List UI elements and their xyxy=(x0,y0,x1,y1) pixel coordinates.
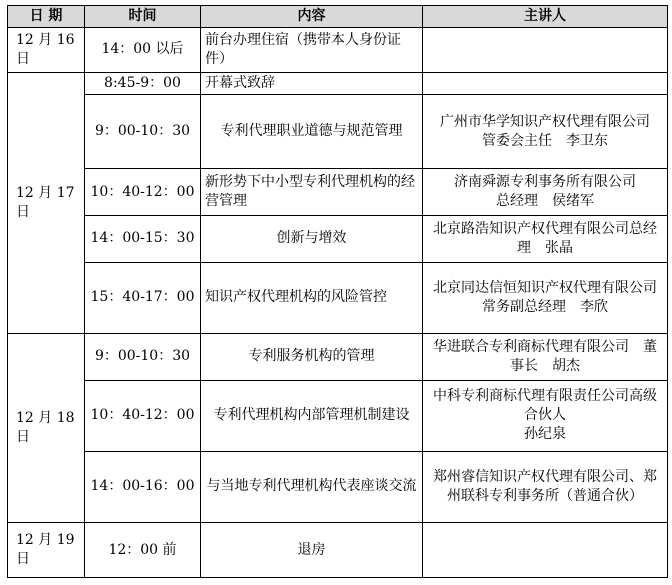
table-row xyxy=(8,523,668,578)
table-row xyxy=(8,28,668,73)
table-row xyxy=(8,72,668,94)
content-cell: 与当地专利代理机构代表座谈交流 xyxy=(201,451,423,522)
date-cell: 12 月 16 日 xyxy=(8,28,85,73)
speaker-line: 管委会主任 李卫东 xyxy=(482,132,608,149)
time-cell: 15：40-17：00 xyxy=(85,262,201,333)
speaker-cell xyxy=(423,451,668,522)
content-cell: 退房 xyxy=(201,523,423,578)
speaker-cell xyxy=(423,333,668,380)
table-row xyxy=(8,380,668,451)
speaker-line: 华进联合专利商标代理有限公司 董事长 胡杰 xyxy=(433,338,657,374)
speaker-cell xyxy=(423,216,668,263)
content-cell: 专利服务机构的管理 xyxy=(201,333,423,380)
header-row xyxy=(8,6,668,28)
header-content: 内容 xyxy=(201,6,423,28)
time-cell: 9：00-10：30 xyxy=(85,95,201,169)
header-time: 时间 xyxy=(85,6,201,28)
speaker-line: 中科专利商标代理有限责任公司高级合伙人 xyxy=(433,388,657,424)
table-row xyxy=(8,451,668,522)
speaker-cell xyxy=(423,523,668,578)
speaker-line: 济南舜源专利事务所有限公司 xyxy=(454,174,636,191)
speaker-cell xyxy=(423,169,668,216)
table-row xyxy=(8,169,668,216)
speaker-line: 北京路浩知识产权代理有限公司总经理 张晶 xyxy=(433,220,657,256)
speaker-line: 常务副总经理 李欣 xyxy=(482,298,608,315)
speaker-line: 总经理 侯绪军 xyxy=(496,193,594,210)
speaker-cell xyxy=(423,262,668,333)
time-cell: 12：00 前 xyxy=(85,523,201,578)
header-date: 日 期 xyxy=(8,6,85,28)
time-cell: 14：00-16：00 xyxy=(85,451,201,522)
time-cell: 14：00 以后 xyxy=(85,28,201,73)
schedule-table xyxy=(7,5,668,578)
time-cell: 14：00-15：30 xyxy=(85,216,201,263)
table-row xyxy=(8,333,668,380)
table-row xyxy=(8,216,668,263)
content-cell: 专利代理机构内部管理机制建设 xyxy=(201,380,423,451)
speaker-line: 广州市华学知识产权代理有限公司 xyxy=(440,113,650,130)
time-cell: 10：40-12：00 xyxy=(85,169,201,216)
time-cell: 10：40-12：00 xyxy=(85,380,201,451)
speaker-cell xyxy=(423,28,668,73)
speaker-cell xyxy=(423,95,668,169)
time-cell: 9：00-10：30 xyxy=(85,333,201,380)
content-cell: 新形势下中小型专利代理机构的经营管理 xyxy=(201,169,423,216)
date-cell: 12 月 18 日 xyxy=(8,333,85,522)
content-cell: 创新与增效 xyxy=(201,216,423,263)
content-cell: 专利代理职业道德与规范管理 xyxy=(201,95,423,169)
speaker-line: 北京同达信恒知识产权代理有限公司 xyxy=(433,279,657,296)
time-cell: 8:45-9：00 xyxy=(85,72,201,94)
date-cell: 12 月 17 日 xyxy=(8,72,85,333)
table-row xyxy=(8,95,668,169)
content-cell: 开幕式致辞 xyxy=(201,72,423,94)
content-cell: 前台办理住宿（携带本人身份证件） xyxy=(201,28,423,73)
table-row xyxy=(8,262,668,333)
header-speaker: 主讲人 xyxy=(423,6,668,28)
speaker-line: 孙纪泉 xyxy=(524,426,566,443)
speaker-line: 郑州睿信知识产权代理有限公司、郑州联科专利事务所（普通合伙） xyxy=(433,468,657,504)
speaker-cell xyxy=(423,72,668,94)
date-cell: 12 月 19 日 xyxy=(8,523,85,578)
content-cell: 知识产权代理机构的风险管控 xyxy=(201,262,423,333)
speaker-cell xyxy=(423,380,668,451)
